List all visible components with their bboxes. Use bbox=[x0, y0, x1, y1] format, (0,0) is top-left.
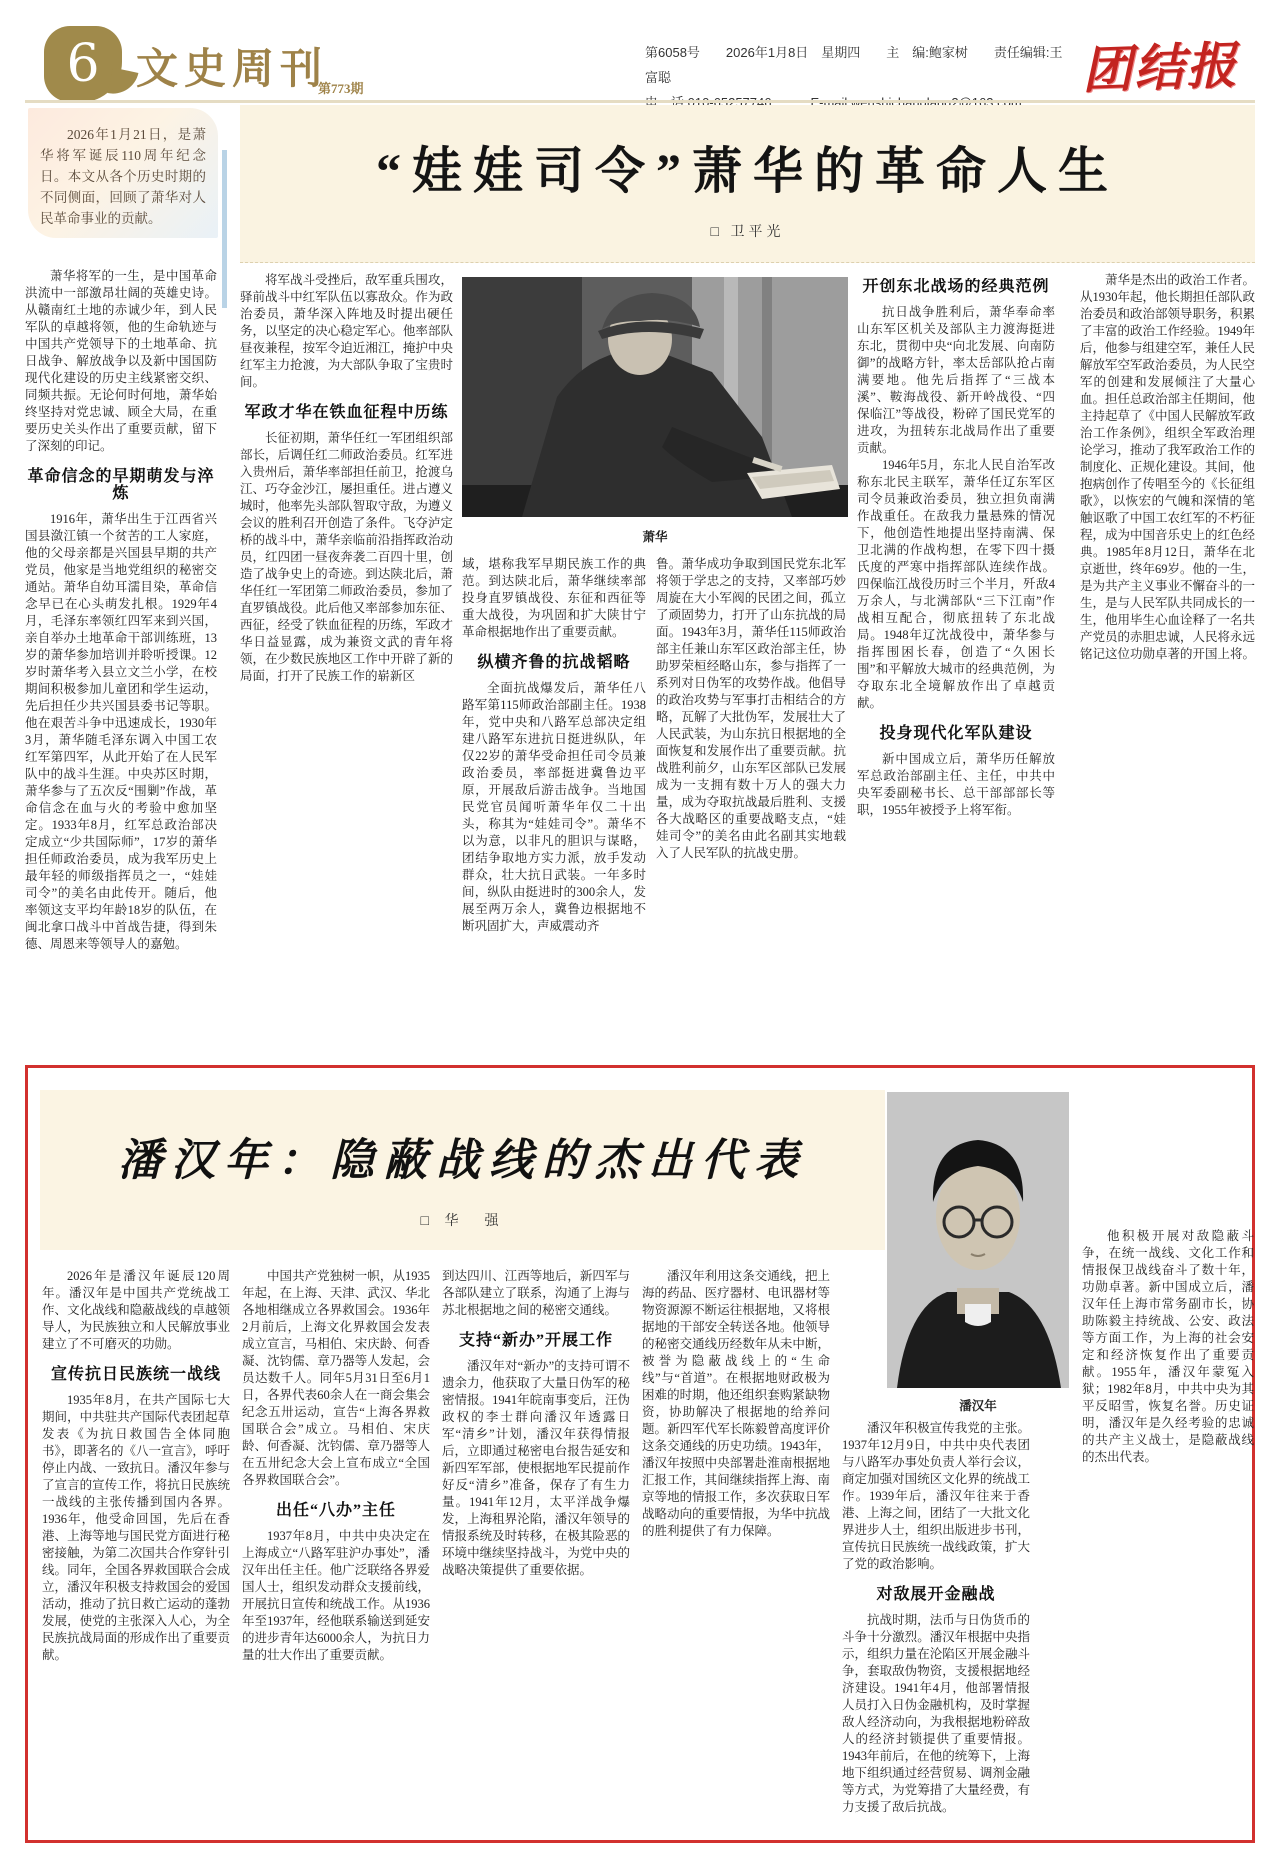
paragraph: 他积极开展对敌隐蔽斗争，在统一战线、文化工作和情报保卫战线奋斗了数十年，功勋卓著。新中国成立后，潘汉年任上海市常务副市长，协助陈毅主持统战、公安、政法等方面工作，为上海的社会安定和经济恢复作出了重要贡献。1955年，潘汉年蒙冤入狱；1982年8月，中共中央为其平反昭雪，恢复名誉。历史证明，潘汉年是久经考验的忠诚的共产主义战士，是隐蔽战线的杰出代表。 bbox=[1082, 1229, 1254, 1464]
xiaohua-photo-illustration bbox=[462, 277, 848, 517]
article2-column-4 bbox=[642, 1268, 830, 1826]
article1-heading-4: 开创东北战场的经典范例 bbox=[862, 278, 1050, 295]
article1-column-6 bbox=[1080, 272, 1255, 1053]
article2-heading-1: 宣传抗日民族统一战线 bbox=[50, 1366, 221, 1383]
paragraph: 将军战斗受挫后，敌军重兵围攻，驿前战斗中红军队伍以寡敌众。作为政治委员，萧华深入阵地及时提出硬任务，以坚定的决心稳定军心。他率部队昼夜兼程，按军令迫近湘江，掩护中央红军主力抢渡，为大部队争取了宝贵时间。 bbox=[240, 273, 453, 389]
paragraph: 1916年，萧华出生于江西省兴国县潋江镇一个贫苦的工人家庭，他的父母亲都是兴国县早期的共产党员，他家是当地党组织的秘密交通站。萧华自幼耳濡目染，革命信念早已在心头萌发扎根。1929年4月，毛泽东率领红四军来到兴国，亲自举办土地革命干部训练班，13岁的萧华参加培训并聆听授课。12岁时萧华考入县立文兰小学，在校期间积极参加儿童团和学生运动，先后担任少共兴国县委书记等职。他在艰苦斗争中迅速成长，1930年3月，萧华随毛泽东调入中国工农红军第四军，从此开始了在人民军队中的战斗生涯。中央苏区时期，萧华参与了五次反“围剿”作战，革命信念在血与火的考验中愈加坚定。1933年8月，红军总政治部决定成立“少共国际师”，17岁的萧华担任师政治委员，成为我军历史上最年轻的师级指挥员之一，“娃娃司令”的美名由此传开。随后，他率领这支平均年龄18岁的队伍，在闽北拿口战斗中首战告捷，得到朱德、周恩来等领导人的嘉勉。 bbox=[25, 512, 217, 951]
paragraph: 潘汉年利用这条交通线，把上海的药品、医疗器材、电讯器材等物资源源不断运往根据地，又将根据地的干部安全转送各地。他领导的秘密交通线历经数年从未中断，被誉为隐蔽战线上的“生命线”与“首道”。在根据地财政极为困难的时期，他还组织套购紧缺物资，协助解决了根据地的给养问题。新四军代军长陈毅曾高度评价这条交通线的历史功绩。1943年，潘汉年按照中央部署赴淮南根据地汇报工作，其间继续指挥上海、南京等地的情报工作，多次获取日军战略动向的重要情报，为华中抗战的胜利提供了有力保障。 bbox=[642, 1269, 830, 1538]
paragraph: 1937年8月，中共中央决定在上海成立“八路军驻沪办事处”，潘汉年出任主任。他广泛联络各界爱国人士，组织发动群众支援前线，开展抗日宣传和统战工作。从1936年至1937年，经他联系输送到延安的进步青年达6000余人，为抗日力量的壮大作出了重要贡献。 bbox=[242, 1529, 430, 1662]
paragraph: 潘汉年积极宣传我党的主张。1937年12月9日，中共中央代表团与八路军办事处负责人举行会议，商定加强对国统区文化界的统战工作。1939年后，潘汉年往来于香港、上海之间，团结了一大批文化界进步人士，组织出版进步书刊，宣传抗日民族统一战线政策，扩大了党的政治影响。 bbox=[842, 1421, 1030, 1571]
article2-column-2 bbox=[242, 1268, 430, 1826]
panhannian-photo-illustration bbox=[887, 1092, 1069, 1388]
article2-column-3 bbox=[442, 1268, 630, 1826]
article1-byline: □ 卫平光 bbox=[710, 225, 785, 240]
decorative-blue-bar bbox=[222, 150, 227, 308]
paragraph: 潘汉年对“新办”的支持可谓不遗余力，他获取了大量日伪军的秘密情报。1941年皖南事变后，汪伪政权的李士群向潘汉年透露日军“清乡”计划，潘汉年获得情报后，立即通过秘密电台报告延安和新四军军部，使根据地军民提前作好反“清乡”准备，保存了有生力量。1941年12月，太平洋战争爆发，上海租界沦陷，潘汉年领导的情报系统及时转移，在极其险恶的环境中继续坚持战斗，为党中央的战略决策提供了重要依据。 bbox=[442, 1359, 630, 1577]
article1-title: “娃娃司令”萧华的革命人生 bbox=[376, 143, 1119, 199]
article2-title-band bbox=[40, 1090, 885, 1250]
paragraph: 长征初期，萧华任红一军团组织部部长，后调任红二师政治委员。红军进入贵州后，萧华率部担任前卫，抢渡乌江、巧夺金沙江，屡担重任。进占遵义城时，他率先头部队智取守敌，为遵义会议的胜利召开创造了条件。飞夺泸定桥的战斗中，萧华亲临前沿指挥政治动员，红四团一昼夜奔袭二百四十里，创造了战争史上的奇迹。到达陕北后，萧华任红一军团第二师政治委员，参加了直罗镇战役。此后他又率部参加东征、西征，经受了铁血征程的历练，军政才华日益显露，成为兼资文武的青年将领，在少数民族地区工作中开辟了新的局面，打开了民族工作的崭新区 bbox=[240, 431, 453, 683]
article1-heading-2: 军政才华在铁血征程中历练 bbox=[244, 404, 449, 421]
article1-column-5 bbox=[857, 278, 1055, 1053]
article1-heading-3: 纵横齐鲁的抗战韬略 bbox=[477, 654, 631, 671]
paragraph: 萧华是杰出的政治工作者。从1930年起，他长期担任部队政治委员和政治部领导职务，积累了丰富的政治工作经验。1949年后，他参与组建空军，兼任人民解放军空军政治委员，为人民空军的创建和发展倾注了大量心血。担任总政治部主任期间，他主持起草了《中国人民解放军政治工作条例》，组织全军政治理论学习，推动了我军政治工作的制度化、正规化建设。其间，他抱病创作了传唱至今的《长征组歌》，以恢宏的气魄和深情的笔触讴歌了中国工农红军的不朽征程，成为中国音乐史上的红色经典。1985年8月12日，萧华在北京逝世，终年69岁。他的一生，是为共产主义事业不懈奋斗的一生，是与人民军队共同成长的一生，他用毕生心血诠释了一名共产党员的赤胆忠诚，人民将永远铭记这位功勋卓著的开国上将。 bbox=[1080, 273, 1255, 661]
article1-intro-text: 2026年1月21日，是萧华将军诞辰110周年纪念日。本文从各个历史时期的不同侧面，回顾了萧华对人民革命事业的贡献。 bbox=[40, 127, 206, 226]
issue-label: 第773期 bbox=[318, 81, 364, 96]
paragraph: 1946年5月，东北人民自治军改称东北民主联军，萧华任辽东军区司令员兼政治委员，独立担负南满作战重任。在敌我力量悬殊的情况下，他创造性地提出坚持南满、保卫北满的作战构想，在零下四十摄氏度的严寒中指挥部队连续作战。四保临江战役历时三个半月，歼敌4万余人，与北满部队“三下江南”作战相互配合，彻底扭转了东北战局。1948年辽沈战役中，萧华参与指挥围困长春，创造了“久困长围”和平解放大城市的经典范例，为夺取东北全境解放作出了卓越贡献。 bbox=[857, 458, 1055, 710]
paragraph: 中国共产党独树一帜，从1935年起，在上海、天津、武汉、华北各地相继成立各界救国会。1936年2月前后，上海文化界救国会发表成立宣言，马相伯、宋庆龄、何香凝、沈钧儒、章乃器等人发起，会员达数千人。同年5月31日至6月1日，各界代表60余人在一商会集会纪念五卅运动，宣告“上海各界救国联合会”成立。马相伯、宋庆龄、何香凝、沈钧儒、章乃器等人在五卅纪念大会上宣布成立“全国各界救国联合会”。 bbox=[242, 1269, 430, 1487]
article1-intro-box bbox=[28, 108, 218, 238]
paragraph: 抗日战争胜利后，萧华奉命率山东军区机关及部队主力渡海挺进东北，贯彻中央“向北发展、向南防御”的战略方针，率太岳部队抢占南满要地。他先后指挥了“三战本溪”、鞍海战役、新开岭战役、“四保临江”等战役，粉碎了国民党军的进攻，为扭转东北战局作出了重要贡献。 bbox=[857, 305, 1055, 455]
article1-column-4 bbox=[656, 556, 846, 1053]
article2-heading-2: 出任“八办”主任 bbox=[275, 1502, 396, 1519]
paragraph: 全面抗战爆发后，萧华任八路军第115师政治部副主任。1938年，党中央和八路军总部决定组建八路军东进抗日挺进纵队，年仅22岁的萧华受命担任司令员兼政治委员，率部挺进冀鲁边平原，开展敌后游击战争。当地国民党官员闻听萧华年仅二十出头，称其为“娃娃司令”。萧华不以为意，以非凡的胆识与谋略，团结争取地方实力派，放手发动群众，壮大抗日武装。一年多时间，纵队由挺进时的300余人，发展至两万余人，冀鲁边根据地不断巩固扩大，声威震动齐 bbox=[462, 681, 646, 933]
page-number: 6 bbox=[66, 34, 100, 94]
paragraph: 鲁。萧华成功争取到国民党东北军将领于学忠之的支持，又率部巧妙周旋在大小军阀的民团之间，孤立了顽固势力，打开了山东抗战的局面。1943年3月，萧华任115师政治部主任兼山东军区政治部主任，协助罗荣桓经略山东，参与指挥了一系列对日伪军的攻势作战。他倡导的政治攻势与军事打击相结合的方略，瓦解了大批伪军，发展壮大了人民武装，为山东抗日根据地的全面恢复和发展作出了重要贡献。抗战胜利前夕，山东军区部队已发展成为一支拥有数十万人的强大力量，成为夺取抗战最后胜利、支援各大战略区的重要战略支点，“娃娃司令”的美名由此名副其实地载入了人民军队的抗战史册。 bbox=[656, 557, 846, 860]
article1-heading-1: 革命信念的早期萌发与淬炼 bbox=[27, 468, 215, 502]
article2-heading-4: 对敌展开金融战 bbox=[876, 1586, 996, 1603]
article1-title-band bbox=[240, 105, 1255, 263]
paragraph: 1935年8月，在共产国际七大期间，中共驻共产国际代表团起草发表《为抗日救国告全体同胞书》，即著名的《八一宣言》，呼吁停止内战、一致抗日。潘汉年参与了宣言的宣传工作，将抗日民族统一战线的主张传播到国内各界。1936年，他受命回国，先后在香港、上海等地与国民党方面进行秘密接触，为第二次国共合作穿针引线。同年，全国各界救国联合会成立，潘汉年积极支持救国会的爱国活动，推动了抗日救亡运动的蓬勃发展，使党的主张深入人心，为全民族抗战局面的形成作出了重要贡献。 bbox=[42, 1393, 230, 1662]
article1-column-1 bbox=[25, 268, 217, 1053]
article2-column-6 bbox=[1082, 1228, 1254, 1826]
masthead-logo: 团结报 bbox=[1081, 37, 1240, 99]
paragraph: 2026年是潘汉年诞辰120周年。潘汉年是中国共产党统战工作、文化战线和隐蔽战线的卓越领导人，为民族独立和人民解放事业建立了不可磨灭的功勋。 bbox=[42, 1269, 230, 1351]
header-info bbox=[645, 40, 1075, 115]
article1-photo-caption: 萧华 bbox=[642, 530, 668, 544]
paragraph: 新中国成立后，萧华历任解放军总政治部副主任、主任，中共中央军委副秘书长、总干部部部长等职，1955年被授予上将军衔。 bbox=[857, 752, 1055, 817]
paragraph: 域，堪称我军早期民族工作的典范。到达陕北后，萧华继续率部投身直罗镇战役、东征和西征等重大战役，为巩固和扩大陕甘宁革命根据地作出了重要贡献。 bbox=[462, 557, 646, 639]
article2-photo-caption: 潘汉年 bbox=[959, 1399, 997, 1413]
article1-heading-5: 投身现代化军队建设 bbox=[879, 725, 1033, 742]
article2-column-1 bbox=[42, 1268, 230, 1826]
header-info-line1: 第6058号 2026年1月8日 星期四 主 编:鲍家树 责任编辑:王富聪 bbox=[645, 45, 1063, 85]
article1-photo bbox=[462, 277, 848, 517]
paragraph: 到达四川、江西等地后，新四军与各部队建立了联系，沟通了上海与苏北根据地之间的秘密交通线。 bbox=[442, 1269, 630, 1317]
article2-byline: □ 华 强 bbox=[420, 1214, 505, 1229]
header-divider bbox=[25, 100, 1255, 103]
article1-column-2 bbox=[240, 272, 453, 1053]
article2-column-5 bbox=[842, 1420, 1030, 1826]
article2-photo bbox=[887, 1092, 1069, 1388]
paragraph: 抗战时期，法币与日伪货币的斗争十分激烈。潘汉年根据中央指示，组织力量在沦陷区开展金融斗争，套取敌伪物资，支援根据地经济建设。1941年4月，他部署情报人员打入日伪金融机构，及时掌握敌人经济动向，为我根据地粉碎敌人的经济封锁提供了重要情报。1943年前后，在他的统筹下，上海地下组织通过经营贸易、调剂金融等方式，为党筹措了大量经费，有力支援了敌后抗战。 bbox=[842, 1613, 1030, 1814]
article1-column-3 bbox=[462, 556, 646, 1053]
page-number-badge bbox=[44, 26, 122, 102]
section-title: 文史周刊 bbox=[136, 47, 329, 93]
paragraph: 萧华将军的一生，是中国革命洪流中一部激昂壮阔的英雄史诗。从赣南红土地的赤诚少年，到人民军队的卓越将领，他的生命轨迹与中国共产党领导下的土地革命、抗日战争、解放战争以及新中国国防现代化建设的历史主线紧密交织、同频共振。无论何时何地，萧华始终坚持对党忠诚、顾全大局，在重要历史关头作出了重要贡献，留下了深刻的印记。 bbox=[25, 269, 217, 453]
article2-title: 潘汉年：隐蔽战线的杰出代表 bbox=[118, 1136, 807, 1185]
article2-heading-3: 支持“新办”开展工作 bbox=[458, 1332, 613, 1349]
